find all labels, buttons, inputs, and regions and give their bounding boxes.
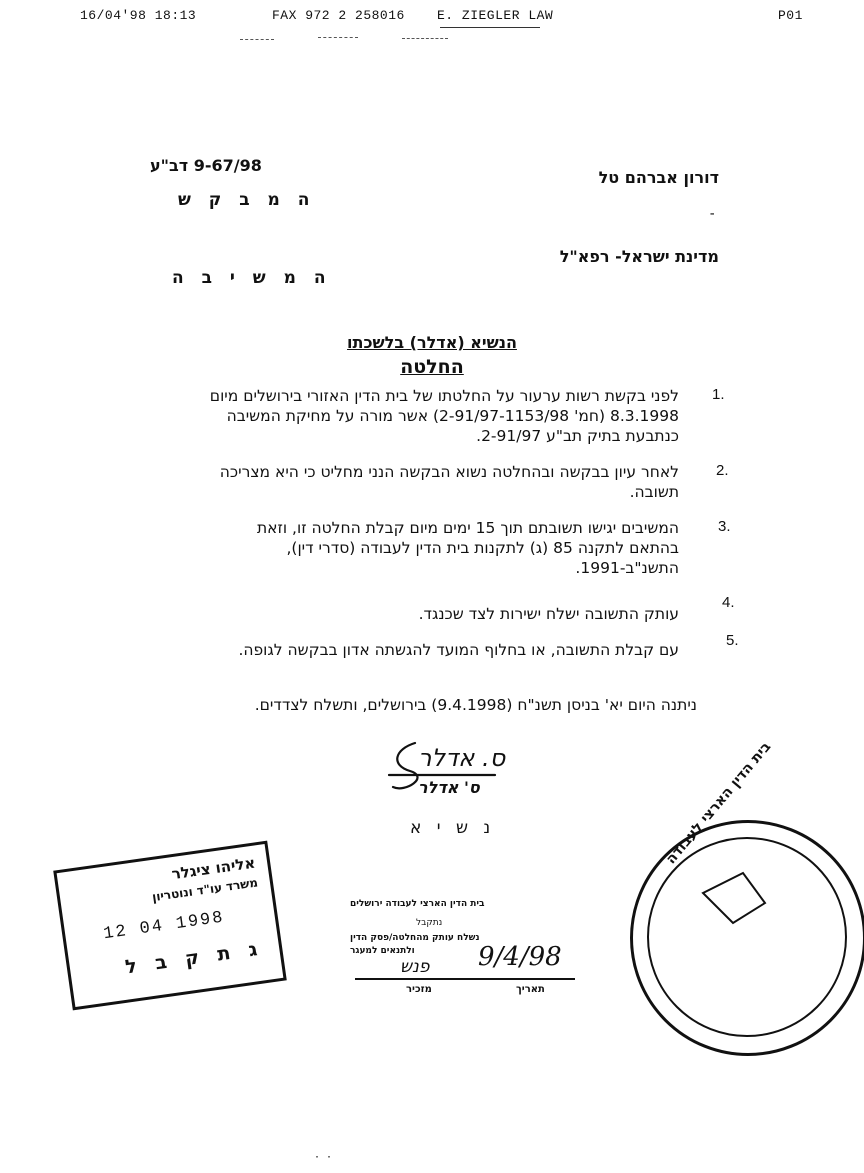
paragraph-text: עותק התשובה ישלח ישירות לצד שכנגד. [418, 605, 679, 623]
signature-name: ס' אדלר [418, 778, 480, 797]
court-stamp-line1: בית הדין הארצי לעבודה ירושלים [350, 899, 485, 909]
fax-number: FAX 972 2 258016 [272, 8, 405, 23]
footer-mark: · · [314, 1152, 333, 1163]
seal-text: בית הדין הארצי לעבודה [663, 738, 775, 868]
header-underline [440, 27, 540, 28]
fax-page: P01 [778, 8, 803, 23]
stamp-received-label: ג ת ק ב ל [123, 937, 265, 979]
case-number: 9-67/98 דב"ע [150, 156, 262, 175]
paragraph-text: עם קבלת התשובה, או בחלוף המועד להגשתה אדון בבקשה לגופה. [238, 641, 679, 659]
fax-noise-mark [402, 38, 448, 39]
court-stamp-line [355, 978, 575, 980]
applicant-role: ה מ ב ק ש [178, 190, 316, 210]
given-line: ניתנה היום יא' בניסן תשנ"ח (9.4.1998) בירושלים, ותשלח לצדדים. [254, 696, 697, 714]
paragraph-text: לאחר עיון בבקשה ובהחלטה נשוא הבקשה הנני מחליט כי היא מצריכה תשובה. [219, 463, 679, 501]
respondent-name: מדינת ישראל- רפא"ל [559, 247, 719, 266]
paragraph-number: 2. [716, 462, 729, 479]
decision-title: החלטה [400, 356, 464, 378]
paragraph-number: 4. [722, 594, 735, 611]
court-stamp-line2: נתקבל [416, 918, 443, 928]
fax-sender: E. ZIEGLER LAW [437, 8, 554, 23]
paragraph-number: 3. [718, 518, 731, 535]
signature-title: נ ש י א [410, 818, 496, 838]
court-stamp-line3: נשלח עותק מהחלטה/פסק הדין [350, 933, 480, 943]
court-stamp-line3b: ולתנאים למעגר [350, 946, 415, 956]
fax-noise-mark [240, 39, 274, 40]
seal-emblem [693, 863, 773, 933]
paragraph-number: 1. [712, 386, 725, 403]
date-label: תאריך [516, 984, 545, 995]
paragraph-text: המשיבים יגישו תשובתם תוך 15 ימים מיום קבלת החלטה זו, וזאת בהתאם לתקנה 85 (ג) לתקנות בית הדין לעבודה (סדרי דין), התשנ"ב-1991. [256, 519, 679, 577]
judge-line: הנשיא (אדלר) בלשכתו [347, 333, 517, 352]
secretary-label: מזכיר [406, 984, 432, 995]
respondent-role: ה מ ש י ב ה [172, 268, 332, 288]
paragraph-number: 5. [726, 632, 739, 649]
stamp-office-name: אליהו ציגלר [170, 853, 257, 884]
received-stamp [53, 841, 287, 1011]
stamp-office-subtitle: משרד עו"ד ונוטריון [151, 875, 259, 905]
handwritten-signature: ס. אדלר [418, 744, 506, 772]
party-dash: - [708, 206, 717, 222]
applicant-name: דורון אברהם טל [598, 168, 719, 187]
stamp-date: 12 04 1998 [102, 908, 226, 945]
secretary-handwritten-signature: פנש [400, 957, 430, 977]
paragraph-text: לפני בקשת רשות ערעור על החלטתו של בית הדין האזורי בירושלים מיום 8.3.1998 (חמ' 2-91/97-1153/98) אשר מורה על מחיקת המשיבה כנתבעת בתיק תב"ע 2-91/97. [209, 387, 679, 445]
fax-datetime: 16/04'98 18:13 [80, 8, 197, 23]
fax-noise-mark [318, 37, 358, 38]
handwritten-date: 9/4/98 [478, 942, 562, 972]
round-court-seal [630, 738, 864, 1056]
